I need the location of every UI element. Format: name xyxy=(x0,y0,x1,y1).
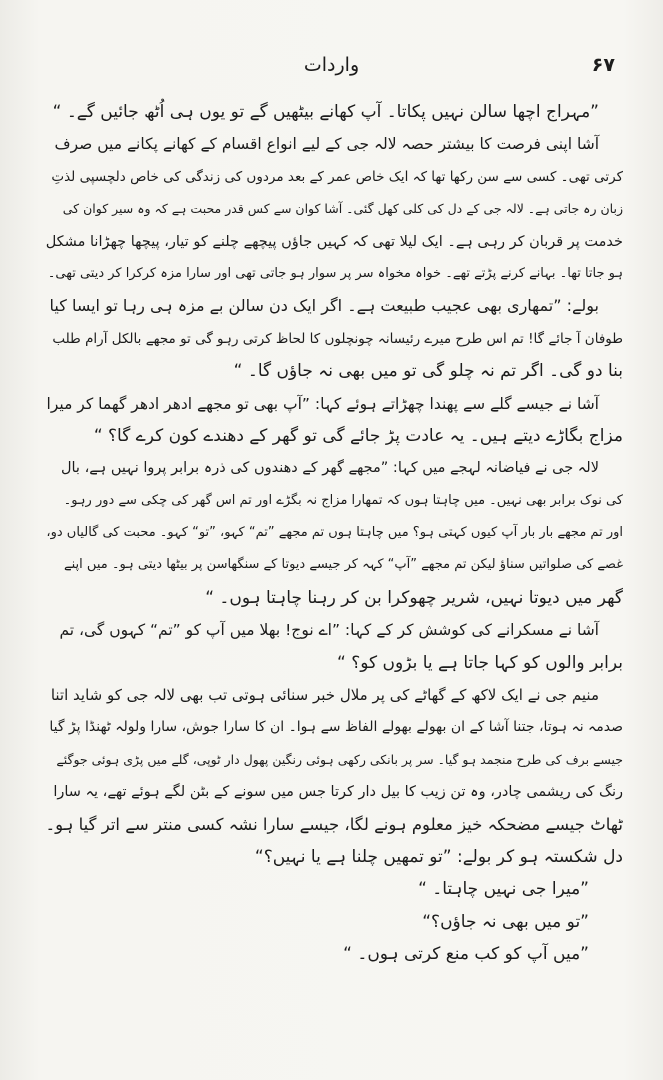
page-header xyxy=(40,54,623,84)
text-line: مزاج بگاڑے دیتے ہیں۔ یہ عادت پڑ جائے گی تو گھر کے دھندے کون کرے گا؟ “ xyxy=(93,425,623,446)
text-line: ”تو میں بھی نہ جاؤں؟“ xyxy=(422,911,589,932)
text-line: خدمت پر قربان کر رہی ہے۔ ایک لیلا تھی کہ کہیں جاؤں پیچھے چلنے کو تیار، پیچھا چھڑانا مشکل xyxy=(45,233,623,250)
text-line: آشا اپنی فرصت کا بیشتر حصہ لالہ جی کے لیے انواع اقسام کے کھانے پکانے میں صرف xyxy=(54,135,599,154)
text-line: گھر میں دیوتا نہیں، شریر چھوکرا بن کر رہنا چاہتا ہوں۔ “ xyxy=(205,587,623,608)
text-line: جیسے برف کی طرح منجمد ہو گیا۔ سر پر بانکی رکھی ہوئی رنگین پھول دار ٹوپی، گلے میں پڑی ہوئی جوگئے xyxy=(56,751,623,767)
text-line: آشا نے مسکرانے کی کوشش کر کے کہا: ”اے نوج! بھلا میں آپ کو ”تم“ کہوں گی، تم xyxy=(59,621,599,640)
text-line: بولے: ”تمھاری بھی عجیب طبیعت ہے۔ اگر ایک دن سالن بے مزہ ہی رہا تو ایسا کیا xyxy=(49,296,599,316)
text-line: صدمہ نہ ہوتا، جتنا آشا کے ان بھولے بھولے الفاظ سے ہوا۔ ان کا سارا جوش، سارا ولولہ ٹھنڈا پڑ گیا xyxy=(49,719,623,736)
text-line: کی نوک برابر بھی نہیں۔ میں چاہتا ہوں کہ تمھارا مزاج نہ بگڑے اور تم اس گھر کی چکی سے دور رہو۔ xyxy=(63,492,623,508)
page-number: ۶۷ xyxy=(591,54,615,76)
text-line: ٹھاٹ جیسے مضحکہ خیز معلوم ہونے لگا، جیسے سارا نشہ کسی منتر سے اتر گیا ہو۔ xyxy=(45,814,623,834)
page-body-text xyxy=(44,96,623,971)
text-line: رنگ کی ریشمی چادر، وہ تن زیب کا بیل دار کرتا جس میں سونے کے بٹن لگے ہوئے تھے، یہ سارا xyxy=(53,784,623,801)
text-line: طوفان آ جائے گا! تم اس طرح میرے رئیسانہ چونچلوں کا لحاظ کرتی رہو گی تو مجھے بالکل آرام طلب xyxy=(52,330,623,347)
running-title: واردات xyxy=(303,54,360,76)
text-line: بنا دو گی۔ اگر تم نہ چلو گی تو میں بھی نہ جاؤں گا۔ “ xyxy=(233,361,623,382)
text-line: ”مہراج اچھا سالن نہیں پکاتا۔ آپ کھانے بیٹھیں گے تو یوں ہی اُٹھ جائیں گے۔ “ xyxy=(52,102,599,122)
text-line: اور تم مجھے بار بار آپ کیوں کہتی ہو؟ میں چاہتا ہوں تم مجھے ”تم“ کہو، ”تو“ کہو۔ محبت کی گالیاں دو، xyxy=(46,525,623,541)
text-line: ”میرا جی نہیں چاہتا۔ “ xyxy=(418,879,589,900)
text-line: منیم جی نے ایک لاکھ کے گھاٹے کی پر ملال خبر سنائی ہوتی تب بھی لالہ جی کو شاید اتنا xyxy=(50,686,599,705)
text-line: غصے کی صلواتیں سناؤ لیکن تم مجھے ”آپ“ کہہ کر جیسے دیوتا کے سنگھاسن پر بیٹھا دیتی ہو۔ میں اپنے xyxy=(64,557,623,573)
text-line: کرتی تھی۔ کسی سے سن رکھا تھا کہ ایک خاص عمر کے بعد مردوں کی زندگی کی خاص دلچسپی لذتِ xyxy=(51,168,623,185)
text-line: ہو جاتا تھا۔ بہانے کرنے پڑتے تھے۔ خواہ مخواہ سر پر سوار ہو جاتی تھی اور سارا مزہ کرکرا کر دیتی تھی۔ xyxy=(47,265,623,281)
text-line: زبان رہ جاتی ہے۔ لالہ جی کے دل کی کلی کھل گئی۔ آشا کوان سے کس قدر محبت ہے کہ وہ سیر کوان کی xyxy=(62,201,623,217)
text-line: برابر والوں کو کہا جاتا ہے یا بڑوں کو؟ “ xyxy=(336,652,623,673)
text-line: آشا نے جیسے گلے سے پھندا چھڑاتے ہوئے کہا: ”آپ بھی تو مجھے ادھر ادھر گھما کر میرا xyxy=(46,394,599,413)
text-line: دل شکستہ ہو کر بولے: ”تو تمھیں چلنا ہے یا نہیں؟“ xyxy=(254,846,623,867)
text-line: لالہ جی نے فیاضانہ لہجے میں کہا: ”مجھے گھر کے دھندوں کی ذرہ برابر پروا نہیں ہے، بال xyxy=(60,460,599,477)
text-line: ”میں آپ کو کب منع کرتی ہوں۔ “ xyxy=(343,944,589,965)
